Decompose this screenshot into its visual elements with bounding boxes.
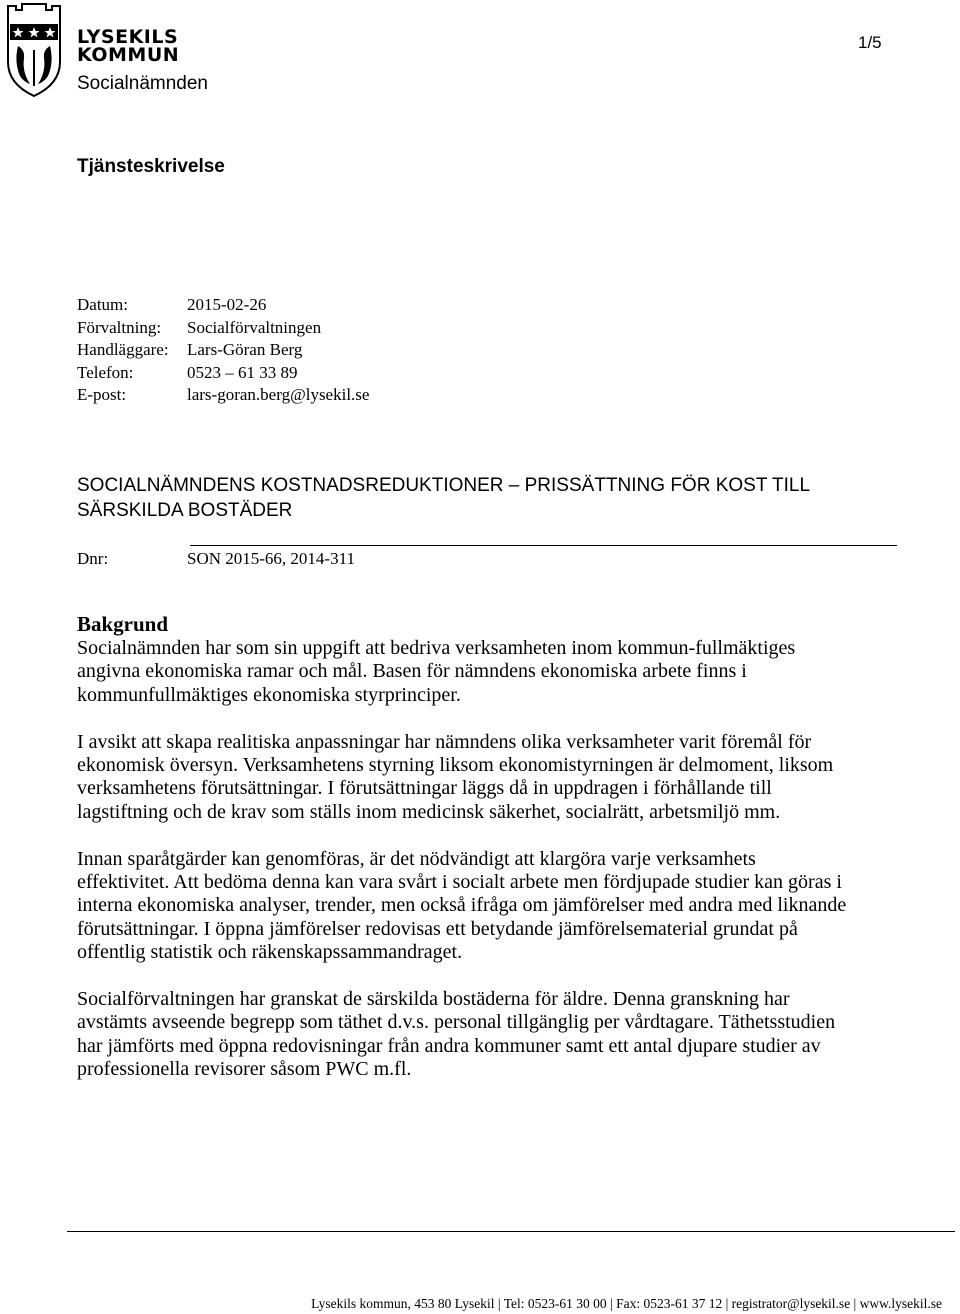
- meta-row-officer: [77, 339, 369, 362]
- body-paragraph: I avsikt att skapa realitiska anpassningar har nämndens olika verksamheter varit föremål för ekonomisk översyn. Verksamhetens styrning liksom ekonomistyrningen är delmoment, liksom verksamhetens förutsättningar. I förutsättningar läggs då in uppdragen i förhållande till lagstiftning och de krav som ställs inom medicinsk säkerhet, socialrätt, arbetsmiljö mm.: [77, 730, 834, 823]
- meta-label: Telefon:: [77, 362, 134, 382]
- document-body: [77, 612, 847, 1105]
- subject-heading: SOCIALNÄMNDENS KOSTNADSREDUKTIONER – PRISSÄTTNING FÖR KOST TILL SÄRSKILDA BOSTÄDER: [77, 475, 810, 521]
- meta-value: 2015-02-26: [187, 295, 267, 314]
- logo-line-1: LYSEKILS: [77, 26, 179, 48]
- meta-value: lars-goran.berg@lysekil.se: [187, 385, 370, 404]
- department-name: Socialnämnden: [77, 73, 208, 94]
- meta-value: Lars-Göran Berg: [187, 340, 303, 359]
- meta-label: Datum:: [77, 295, 128, 314]
- meta-label: Handläggare:: [77, 340, 169, 359]
- divider-line: [190, 545, 897, 546]
- meta-value: 0523 – 61 33 89: [187, 362, 298, 382]
- meta-label: Förvaltning:: [77, 317, 162, 337]
- case-number: [77, 548, 355, 570]
- section-heading: Bakgrund: [77, 612, 169, 636]
- document-type-title: Tjänsteskrivelse: [77, 156, 225, 177]
- footer-contact: Lysekils kommun, 453 80 Lysekil | Tel: 0523-61 30 00 | Fax: 0523-61 37 12 | registrator@lysekil.se | www.lysekil.se: [311, 1296, 942, 1311]
- footer-divider: [67, 1231, 955, 1232]
- document-metadata: [77, 294, 369, 407]
- meta-row-email: [77, 384, 369, 407]
- body-paragraph: Socialnämnden har som sin uppgift att bedriva verksamheten inom kommun-fullmäktiges angivna ekonomiska ramar och mål. Basen för nämndens ekonomiska arbete finns i kommunfullmäktiges ekonomiska styrprinciper.: [77, 637, 796, 706]
- logo-line-2: KOMMUN: [77, 44, 180, 66]
- meta-value: Socialförvaltningen: [187, 317, 322, 337]
- municipality-logo-text: [77, 28, 179, 64]
- body-paragraph: Socialförvaltningen har granskat de särskilda bostäderna för äldre. Denna granskning har avstämts avseende begrepp som täthet d.v.s. personal tillgänglig per vårdtagare. Täthetsstudien har jämförts med öppna redovisningar från andra kommuner samt ett antal djupare studier av professionella revisorer såsom PWC m.fl.: [77, 988, 836, 1081]
- meta-row-date: [77, 294, 369, 317]
- page-number: 1/5: [858, 33, 882, 52]
- meta-row-administration: [77, 317, 369, 340]
- dnr-label: Dnr:: [77, 549, 109, 568]
- body-paragraph: Innan sparåtgärder kan genomföras, är det nödvändigt att klargöra varje verksamhets effektivitet. Att bedöma denna kan vara svårt i socialt arbete men fördjupade studier kan göras i interna ekonomiska analyser, trender, men också ifråga om jämförelser med andra med liknande förutsättningar. I öppna jämförelser redovisas ett betydande jämförelsematerial grundat på offentlig statistik och räkenskapssammandraget.: [77, 847, 847, 964]
- municipal-coat-of-arms-icon: [4, 2, 64, 98]
- meta-label: E-post:: [77, 385, 127, 404]
- dnr-value: SON 2015-66, 2014-311: [187, 549, 355, 568]
- meta-row-phone: [77, 362, 369, 385]
